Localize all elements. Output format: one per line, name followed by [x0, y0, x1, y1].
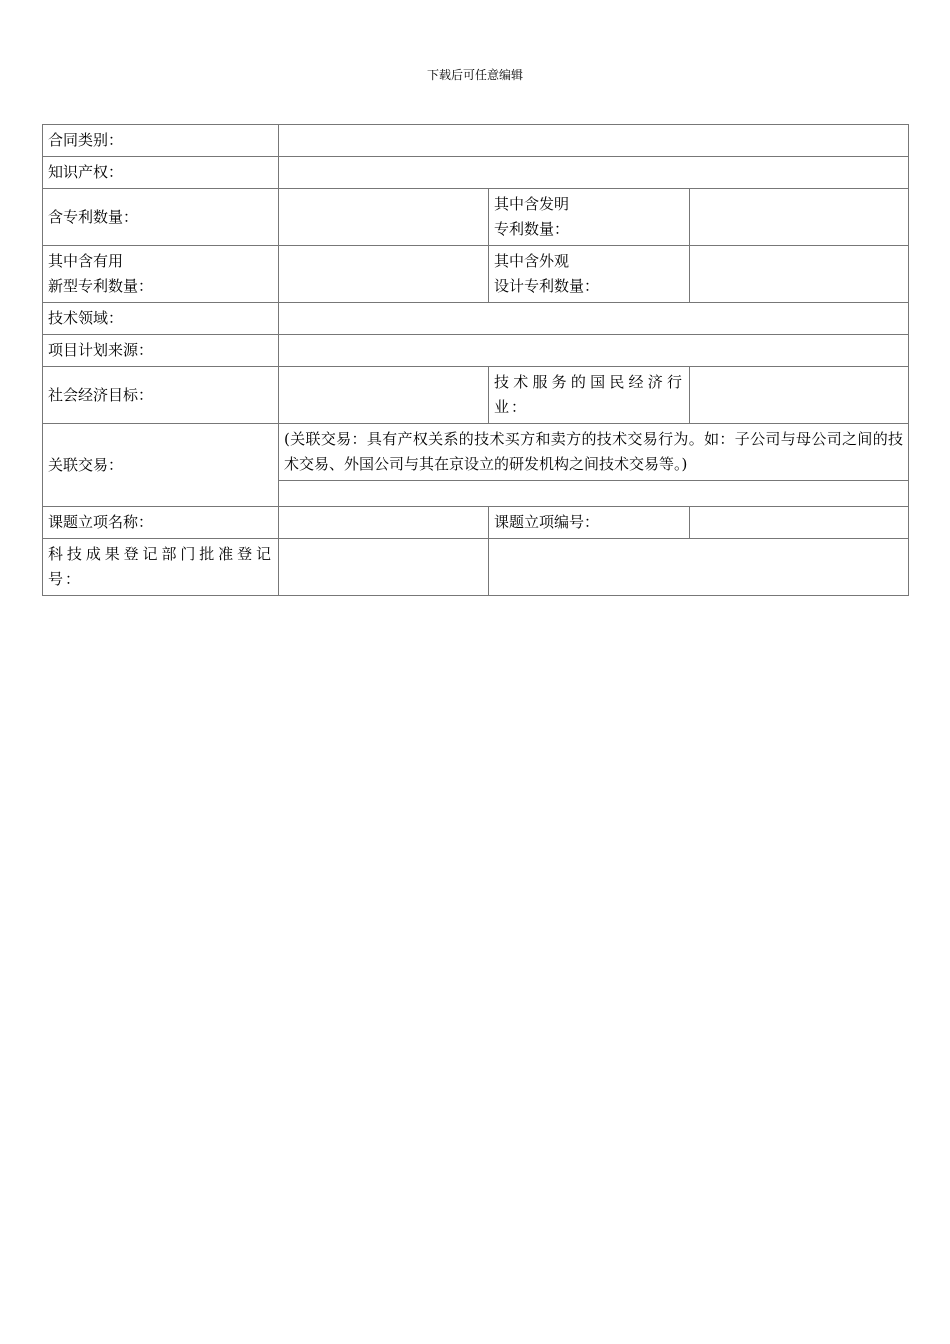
service-industry-value[interactable] [690, 367, 909, 424]
socio-goal-label: 社会经济目标： [43, 367, 279, 424]
row-project-name [43, 507, 909, 539]
contract-info-table [42, 124, 909, 596]
project-source-value[interactable] [279, 335, 909, 367]
tech-field-label: 技术领域： [43, 303, 279, 335]
design-patent-label-line2: 设计专利数量： [494, 277, 600, 295]
project-number-label: 课题立项编号： [489, 507, 690, 539]
row-related-trade-note [43, 424, 909, 481]
row-achievement-reg [43, 539, 909, 596]
row-tech-field [43, 303, 909, 335]
patent-count-value[interactable] [279, 189, 489, 246]
related-trade-label: 关联交易： [43, 424, 279, 507]
row-project-source [43, 335, 909, 367]
achievement-reg-label: 科技成果登记部门批准登记号： [43, 539, 279, 596]
invention-patent-value[interactable] [690, 189, 909, 246]
related-trade-value[interactable] [279, 481, 909, 507]
utility-patent-label-line2: 新型专利数量： [48, 277, 154, 295]
utility-patent-label [43, 246, 279, 303]
invention-patent-label-line2: 专利数量： [494, 220, 570, 238]
patent-count-label: 含专利数量： [43, 189, 279, 246]
contract-type-value[interactable] [279, 125, 909, 157]
achievement-reg-value[interactable] [279, 539, 489, 596]
utility-patent-label-line1: 其中含有用 [48, 252, 124, 270]
utility-patent-value[interactable] [279, 246, 489, 303]
project-source-label: 项目计划来源： [43, 335, 279, 367]
socio-goal-value[interactable] [279, 367, 489, 424]
ip-label: 知识产权： [43, 157, 279, 189]
design-patent-value[interactable] [690, 246, 909, 303]
achievement-reg-extra[interactable] [489, 539, 909, 596]
contract-type-label: 合同类别： [43, 125, 279, 157]
ip-value[interactable] [279, 157, 909, 189]
service-industry-label: 技术服务的国民经济行业： [489, 367, 690, 424]
row-ip [43, 157, 909, 189]
row-contract-type [43, 125, 909, 157]
related-trade-note: (关联交易：具有产权关系的技术买方和卖方的技术交易行为。如：子公司与母公司之间的技术交易、外国公司与其在京设立的研发机构之间技术交易等。) [279, 424, 909, 481]
project-number-value[interactable] [690, 507, 909, 539]
invention-patent-label [489, 189, 690, 246]
row-socio-goal [43, 367, 909, 424]
project-name-label: 课题立项名称： [43, 507, 279, 539]
invention-patent-label-line1: 其中含发明 [494, 195, 570, 213]
design-patent-label [489, 246, 690, 303]
tech-field-value[interactable] [279, 303, 909, 335]
project-name-value[interactable] [279, 507, 489, 539]
page-header-note: 下载后可任意编辑 [426, 68, 523, 82]
design-patent-label-line1: 其中含外观 [494, 252, 570, 270]
row-patent-count [43, 189, 909, 246]
row-utility-design [43, 246, 909, 303]
